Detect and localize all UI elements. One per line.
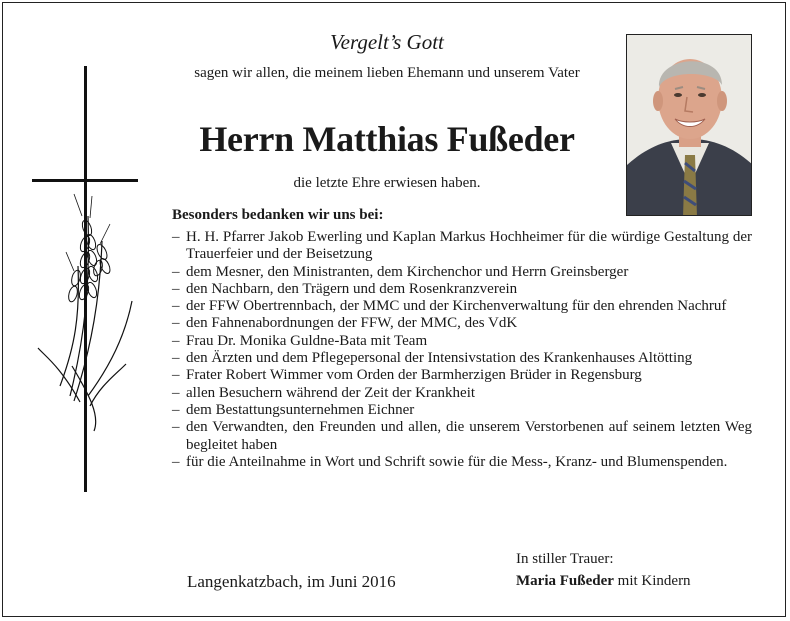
list-item: – dem Mesner, den Ministranten, dem Kirchenchor und Herrn Greinsberger [172,263,629,280]
list-item: – den Verwandten, den Freunden und allen, die unserem Verstorbenen auf seinem letzten Weg begleitet haben [172,419,752,453]
honor-line: die letzte Ehre erwiesen haben. [293,175,481,191]
list-item: – der FFW Obertrennbach, der MMC und der Kirchenverwaltung für den ehrenden Nachruf [172,298,727,315]
list-item: – Frau Dr. Monika Guldne-Bata mit Team [172,332,428,349]
place-date: Langenkatzbach, im Juni 2016 [187,572,396,591]
list-item: – den Nachbarn, den Trägern und dem Rosenkranzverein [172,280,518,297]
portrait-photo [626,34,752,216]
list-item: – den Ärzten und dem Pflegepersonal der Intensivstation des Krankenhauses Altötting [172,350,693,367]
deceased-name: Herrn Matthias Fußeder [199,119,575,159]
headline: Vergelt’s Gott [330,30,444,54]
thanks-heading: Besonders bedanken wir uns bei: [172,207,384,223]
signer-suffix: mit Kindern [613,573,691,589]
list-item: – den Fahnenabordnungen der FFW, der MMC, des VdK [172,315,518,332]
list-item: – dem Bestattungsunternehmen Eichner [172,401,415,418]
signer-name: Maria Fußeder [516,573,614,589]
list-item: – allen Besuchern während der Zeit der Krankheit [172,384,476,401]
cross-with-wheat-icon [30,66,142,492]
thanks-list [172,229,752,471]
mourning-label: In stiller Trauer: [516,551,614,567]
list-item: – Frater Robert Wimmer vom Orden der Barmherzigen Brüder in Regensburg [172,367,642,384]
list-item: – H. H. Pfarrer Jakob Ewerling und Kaplan Markus Hochheimer für die würdige Gestaltung der Trauerfeier und der Beisetzung [172,229,752,263]
signature [516,573,691,590]
list-item: – für die Anteilnahme in Wort und Schrift sowie für die Mess-, Kranz- und Blumenspenden. [172,453,728,470]
intro-text: sagen wir allen, die meinem lieben Ehemann und unserem Vater [194,65,580,81]
